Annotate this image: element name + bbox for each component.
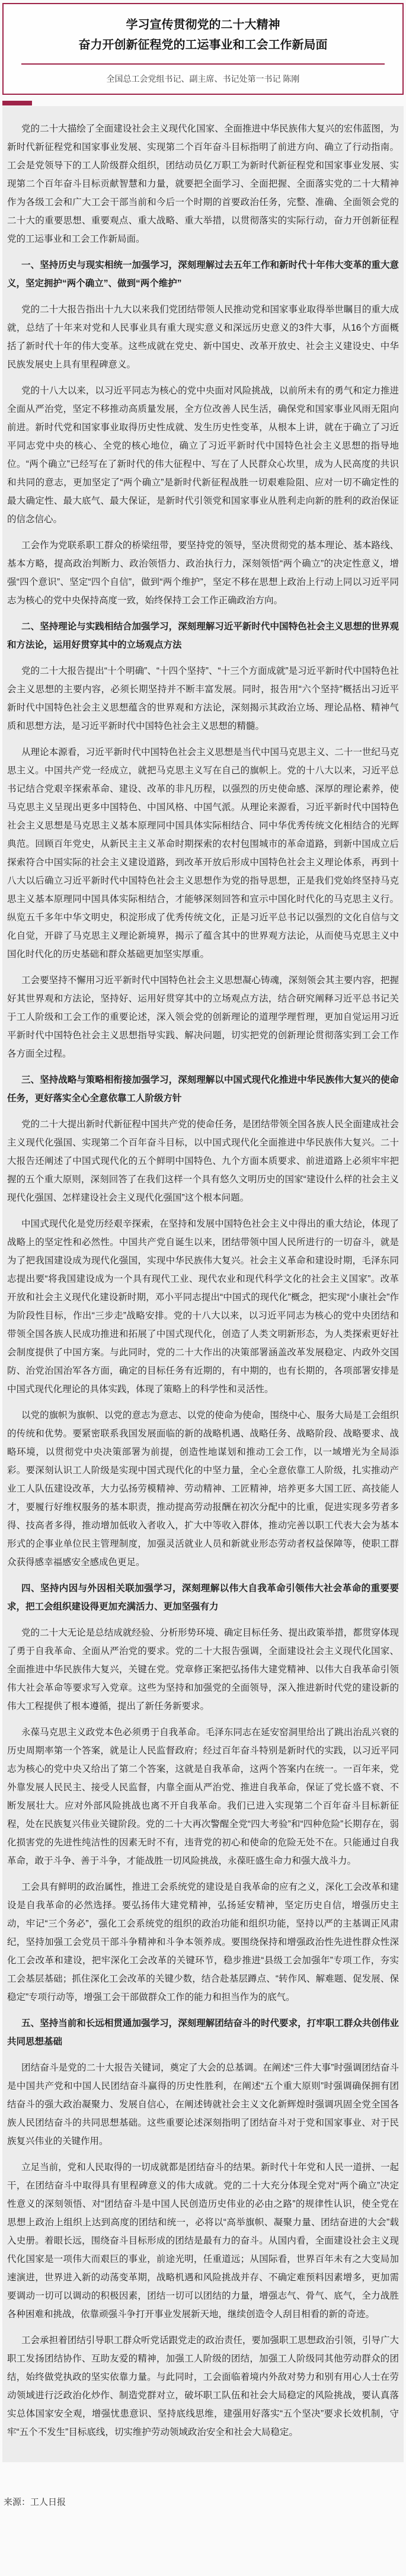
section-heading: 二、坚持理论与实践相结合加强学习，深刻理解习近平新时代中国特色社会主义思想的世界观和方法论，运用好贯穿其中的立场观点方法 <box>7 622 399 650</box>
source-label: 来源：工人日报 <box>4 2497 66 2507</box>
paragraph: 从理论本源看，习近平新时代中国特色社会主义思想是当代中国马克思主义、二十一世纪马克思主义。中国共产党一经成立，就把马克思主义写在自己的旗帜上。党的十八大以来，习近平总书记结合党艰辛探索革命、建设、改革的非凡历程，以强烈的历史使命感、深厚的理论素养，使马克思主义呈现出更多中国特色、中国风格、中国气派。从理论来源看，习近平新时代中国特色社会主义思想是马克思主义基本原理同中国具体实际相结合、同中华优秀传统文化相结合的光辉典范。回顾百年党史，从新民主主义革命时期探索的农村包围城市的革命道路，到新中国成立后探索符合中国实际的社会主义建设道路，到改革开放后形成中国特色社会主义理论体系，再到十八大以后确立习近平新时代中国特色社会主义思想作为党的指导思想，正是我们党始终坚持马克思主义基本原理同中国具体实际相结合，才能够深刻回答和宣示中国化时代化的马克思主义行。纵览五千多年中华文明史，积淀形成了优秀传统文化，正是习近平总书记以强烈的文化自信与文化自觉，开辟了马克思主义理论新境界，揭示了蕴含其中的世界观方法论，从而使马克思主义中国化时代化的历史基础和群众基础更加坚实厚重。 <box>7 747 399 959</box>
paragraph: 党的二十大提出新时代新征程中国共产党的使命任务，是团结带领全国各族人民全面建成社会主义现代化强国、实现第二个百年奋斗目标，以中国式现代化全面推进中华民族伟大复兴。二十大报告还阐述了中国式现代化的五个鲜明中国特色、九个方面本质要求、前进道路上必须牢牢把握的五个重大原则，深刻回答了在我们这样一个具有悠久文明历史的国家“建设什么样的社会主义现代化强国、怎样建设社会主义现代化强国”这个根本问题。 <box>7 1119 399 1203</box>
section-heading: 五、坚持当前和长远相贯通加强学习，深刻理解团结奋斗的时代要求，打牢职工群众共创伟业共同思想基础 <box>7 2018 399 2047</box>
paragraph: 工会要坚持不懈用习近平新时代中国特色社会主义思想凝心铸魂，深刻领会其主要内容，把握好其世界观和方法论，坚持好、运用好贯穿其中的立场观点方法，结合研究阐释习近平总书记关于工人阶级和工会工作的重要论述，深入领会党的创新理论的道理学理哲理，更加自觉运用习近平新时代中国特色社会主义思想指导实践、解决问题，切实把党的创新理论贯彻落实到工会工作各方面全过程。 <box>7 975 399 1059</box>
paragraph: 团结奋斗是党的二十大报告关键词，奠定了大会的总基调。在阐述“三件大事”时强调团结奋斗是中国共产党和中国人民团结奋斗赢得的历史性胜利，在阐述“五个重大原则”时强调确保拥有团结奋斗的强大政治凝聚力、发展自信心，在阐述铸就社会主义文化新辉煌时强调巩固全党全国各族人民团结奋斗的共同思想基础。这些重要论述深刻指明了团结奋斗对于党和国家事业、对于民族复兴伟业的关键作用。 <box>7 2063 399 2146</box>
paragraph: 永葆马克思主义政党本色必须勇于自我革命。毛泽东同志在延安窑洞里给出了跳出治乱兴衰的历史周期率第一个答案，就是让人民监督政府；经过百年奋斗特别是新时代的实践，以习近平同志为核心的党中央又给出了第二个答案，这就是自我革命，这两个答案内在统一。一百年来，党外靠发展人民民主、接受人民监督，内靠全面从严治党、推进自我革命，保证了党长盛不衰、不断发展壮大。应对外部风险挑战也离不开自我革命。我们已进入实现第二个百年奋斗目标新征程，处在民族复兴伟业关键阶段。党的二十大再次警醒全党“四大考验”和“四种危险”长期存在，弱化损害党的先进性纯洁性的因素无时不有，违背党的初心和使命的危险无处不在。只能通过自我革命，敢于斗争、善于斗争，才能战胜一切风险挑战，永葆旺盛生命力和强大战斗力。 <box>7 1727 399 1866</box>
section-heading: 四、坚持内因与外因相关联加强学习，深刻理解以伟大自我革命引领伟大社会革命的重要要求，把工会组织建设得更加充满活力、更加坚强有力 <box>7 1583 399 1612</box>
section-heading: 一、坚持历史与现实相统一加强学习，深刻理解过去五年工作和新时代十年伟大变革的重大意义，坚定拥护“两个确立”、做到“两个维护” <box>7 260 399 289</box>
header-divider <box>21 63 385 65</box>
byline: 全国总工会党组书记、副主席、书记处第一书记 陈刚 <box>106 74 300 84</box>
paragraph: 党的二十大描绘了全面建设社会主义现代化国家、全面推进中华民族伟大复兴的宏伟蓝图，为新时代新征程党和国家事业发展、实现第二个百年奋斗目标指明了前进方向、确立了行动指南。工会是党领导下的工人阶级群众组织，团结动员亿万职工为新时代新征程党和国家事业发展、实现第二个百年奋斗目标贡献智慧和力量，就要把全面学习、全面把握、全面落实党的二十大精神作为各级工会和广大工会干部当前和今后一个时期的首要政治任务，完整、准确、全面领会党的二十大的重要思想、重要观点、重大战略、重大举措，以贯彻落实的实际行动，奋力开创新征程党的工运事业和工会工作新局面。 <box>7 124 399 244</box>
paragraph: 以党的旗帜为旗帜、以党的意志为意志、以党的使命为使命，围绕中心、服务大局是工会组织的传统和优势。要紧密联系我国发展面临的新的战略机遇、战略任务、战略阶段、战略要求、战略环境，以贯彻党中央决策部署为前提，创造性地谋划和推动工会工作，以一域增光为全局添彩。要深刻认识工人阶级是实现中国式现代化的中坚力量，全心全意依靠工人阶级，扎实推动产业工人队伍建设改革，大力弘扬劳模精神、劳动精神、工匠精神，培养更多大国工匠、高技能人才，要履行好维权服务的基本职责，推动提高劳动报酬在初次分配中的比重，促进实现多劳者多得、技高者多得，推动增加低收入者收入，扩大中等收入群体，推动完善以职工代表大会为基本形式的企事业单位民主管理制度，加强灵活就业人员和新就业形态劳动者权益保障等，使职工群众获得感幸福感安全感成色更足。 <box>7 1410 399 1567</box>
paragraph: 党的二十大报告指出十九大以来我们党团结带领人民推动党和国家事业取得举世瞩目的重大成就，总结了十年来对党和人民事业具有重大现实意义和深远历史意义的3件大事，从16个方面概括了新时代十年的伟大变革。这些成就在党史、新中国史、改革开放史、社会主义建设史、中华民族发展史上具有里程碑意义。 <box>7 305 399 370</box>
section-heading: 三、坚持战略与策略相衔接加强学习，深刻理解以中国式现代化推进中华民族伟大复兴的使命任务，更好落实全心全意依靠工人阶级方针 <box>7 1075 399 1103</box>
accent-bar <box>2 101 32 105</box>
article-header <box>2 3 404 95</box>
paragraph: 党的十八大以来，以习近平同志为核心的党中央面对风险挑战，以前所未有的勇气和定力推进全面从严治党，坚定不移推动高质量发展，全方位改善人民生活，确保党和国家事业风雨无阻向前进。新时代党和国家事业取得历史性成就、发生历史性变革，从根本上讲，就在于确立了习近平同志党中央的核心、全党的核心地位，确立了习近平新时代中国特色社会主义思想的指导地位。“两个确立”已经写在了新时代的伟大征程中、写在了人民群众心坎里，成为人民高度的共识和共同的意志，更加坚定了“两个确立”是新时代新征程战胜一切艰难险阻、应对一切不确定性的最大确定性、最大底气、最大保证，是新时代引领党和国家事业从胜利走向新的胜利的政治保证的信念信心。 <box>7 386 399 524</box>
paragraph: 党的二十大无论是总结成就经验、分析形势环境、确定目标任务、提出政策举措，都贯穿体现了勇于自我革命、全面从严治党的要求。党的二十大报告强调，全面建设社会主义现代化国家、全面推进中华民族伟大复兴，关键在党。党章修正案把弘扬伟大建党精神、以伟大自我革命引领伟大社会革命等要求写入党章。这些为坚持和加强党的全面领导，深入推进新时代党的建设新的伟大工程提供了根本遵循，提出了新任务新要求。 <box>7 1628 399 1711</box>
article-title-line2: 奋力开创新征程党的工运事业和工会工作新局面 <box>78 39 328 52</box>
paragraph: 工会具有鲜明的政治属性，推进工会系统党的建设是自我革命的应有之义，深化工会改革和建设是自我革命的必然选择。要弘扬伟大建党精神，弘扬延安精神，坚定历史自信，增强历史主动，牢记“三个务必”，强化工会系统党的组织的政治功能和组织功能，坚持以严的主基调正风肃纪，坚持加强工会党员干部斗争精神和斗争本领养成。要围绕保持和增强政治性先进性群众性深化工会改革和建设，把牢深化工会改革的关键环节，稳步推进“县级工会加强年”专项工作，夯实工会基层基础；抓住深化工会改革的关键少数，结合赴基层蹲点、“转作风、解难题、促发展、保稳定”专项行动等，增强工会干部做群众工作的能力和担当作为的底气。 <box>7 1882 399 2002</box>
article-body <box>2 106 404 2462</box>
paragraph: 工会承担着团结引导职工群众听党话跟党走的政治责任，要加强职工思想政治引领，引导广大职工发扬团结协作、互助友爱的精神，加强工人阶级的团结，加强工人阶级同其他劳动群众的团结，始终做党执政的坚实依靠力量。与此同时，工会面临着境内外敌对势力和别有用心人士在劳动领域进行泛政治化炒作、制造党群对立，破坏职工队伍和社会大局稳定的风险挑战，要认真落实总体国家安全观，增强忧患意识、坚持底线思维，建强用好落实“五个坚决”要求长效机制，守牢“五个不发生”目标底线，切实维护劳动领域政治安全和社会大局稳定。 <box>7 2335 399 2437</box>
paragraph: 党的二十大报告提出“十个明确”、“十四个坚持”、“十三个方面成就”是习近平新时代中国特色社会主义思想的主要内容，必须长期坚持并不断丰富发展。同时，报告用“六个坚持”概括出习近平新时代中国特色社会主义思想蕴含的世界观和方法论，深刻揭示其政治立场、理论品格、精神气质和思想方法，是习近平新时代中国特色社会主义思想的精髓。 <box>7 666 399 731</box>
article-page <box>0 3 406 2508</box>
paragraph: 工会作为党联系职工群众的桥梁纽带，要坚持党的领导，坚决贯彻党的基本理论、基本路线、基本方略，提高政治判断力、政治领悟力、政治执行力，深刻领悟“两个确立”的决定性意义，增强“四个意识”、坚定“四个自信”，做到“两个维护”，坚定不移在思想上政治上行动上同以习近平同志为核心的党中央保持高度一致，始终保持工会工作正确政治方向。 <box>7 540 399 606</box>
paragraph: 立足当前，党和人民取得的一切成就都是团结奋斗的结果。新时代十年党和人民一道拼、一起干，在团结奋斗中取得具有里程碑意义的伟大成就。党的二十大充分体现全党对“两个确立”决定性意义的深刻领悟、对“团结奋斗是中国人民创造历史伟业的必由之路”的规律性认识，使全党在思想上政治上组织上达到高度的团结和统一，必将以“高举旗帜、凝聚力量、团结奋进的大会”载入史册。着眼长远，围绕奋斗目标形成的团结是最有力的奋斗。从国内看，全面建设社会主义现代化国家是一项伟大而艰巨的事业，前途光明，任重道远；从国际看，世界百年未有之大变局加速演进，世界进入新的动荡变革期，战略机遇和风险挑战并存、不确定难预料因素增多，更加需要调动一切可以调动的积极因素，团结一切可以团结的力量，增强志气、骨气、底气，全力战胜各种困难和挑战，依靠顽强斗争打开事业发展新天地，继续创造令人刮目相看的新的奇迹。 <box>7 2162 399 2319</box>
paragraph: 中国式现代化是党历经艰辛探索，在坚持和发展中国特色社会主义中得出的重大结论，体现了战略上的坚定性和必然性。中国共产党自诞生以来，团结带领中国人民所进行的一切奋斗，就是为了把我国建设成为现代化强国，实现中华民族伟大复兴。社会主义革命和建设时期，毛泽东同志提出要“将我国建设成为一个具有现代工业、现代农业和现代科学文化的社会主义国家”。改革开放和社会主义现代化建设新时期，邓小平同志提出“中国式的现代化”概念，把实现“小康社会”作为阶段性目标，作出“三步走”战略安排。党的十八大以来，以习近平同志为核心的党中央团结和带领全国各族人民成功推进和拓展了中国式现代化，创造了人类文明新形态，为人类探索更好社会制度提供了中国方案。与此同时，党的二十大作出的决策部署涵盖改革发展稳定、内政外交国防、治党治国治军各方面，确定的目标任务有近期的，有中期的，也有长期的，各项部署安排是中国式现代化理论的具体实践，体现了策略上的科学性和灵活性。 <box>7 1219 399 1394</box>
article-title-line1: 学习宣传贯彻党的二十大精神 <box>126 18 280 31</box>
